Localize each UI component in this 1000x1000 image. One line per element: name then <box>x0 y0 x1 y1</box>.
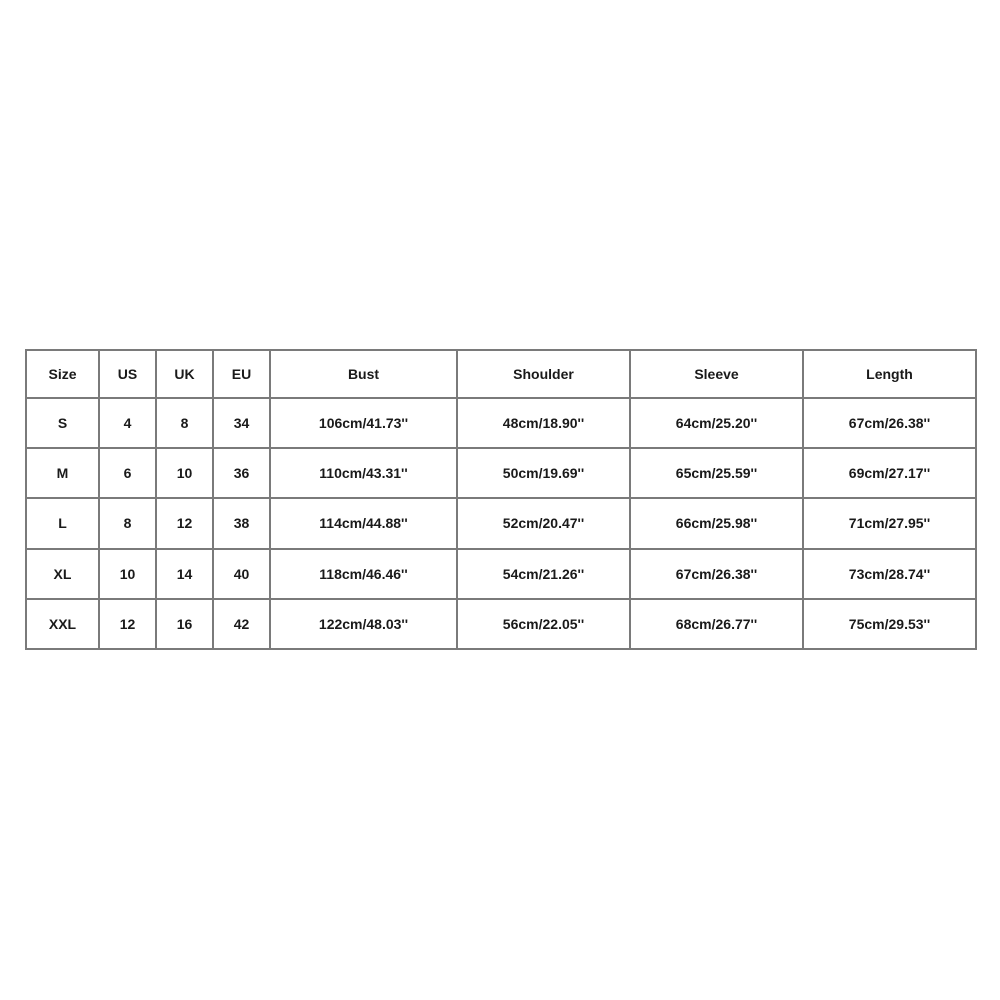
cell-eu: 40 <box>213 549 270 599</box>
table-row <box>26 448 976 498</box>
cell-sleeve: 65cm/25.59'' <box>630 448 803 498</box>
cell-shoulder: 54cm/21.26'' <box>457 549 630 599</box>
table-row <box>26 398 976 448</box>
cell-bust: 118cm/46.46'' <box>270 549 457 599</box>
cell-size: XL <box>26 549 99 599</box>
cell-us: 4 <box>99 398 156 448</box>
cell-size: XXL <box>26 599 99 649</box>
cell-sleeve: 68cm/26.77'' <box>630 599 803 649</box>
cell-shoulder: 48cm/18.90'' <box>457 398 630 448</box>
cell-us: 12 <box>99 599 156 649</box>
cell-length: 69cm/27.17'' <box>803 448 976 498</box>
cell-eu: 38 <box>213 498 270 548</box>
cell-bust: 106cm/41.73'' <box>270 398 457 448</box>
cell-eu: 42 <box>213 599 270 649</box>
cell-uk: 10 <box>156 448 213 498</box>
cell-length: 75cm/29.53'' <box>803 599 976 649</box>
header-eu: EU <box>213 350 270 398</box>
cell-size: M <box>26 448 99 498</box>
header-sleeve: Sleeve <box>630 350 803 398</box>
cell-uk: 14 <box>156 549 213 599</box>
cell-uk: 12 <box>156 498 213 548</box>
cell-us: 10 <box>99 549 156 599</box>
size-chart-table <box>25 349 977 650</box>
cell-bust: 110cm/43.31'' <box>270 448 457 498</box>
cell-length: 67cm/26.38'' <box>803 398 976 448</box>
cell-eu: 36 <box>213 448 270 498</box>
table-header-row <box>26 350 976 398</box>
cell-shoulder: 56cm/22.05'' <box>457 599 630 649</box>
cell-length: 73cm/28.74'' <box>803 549 976 599</box>
cell-eu: 34 <box>213 398 270 448</box>
cell-uk: 16 <box>156 599 213 649</box>
header-length: Length <box>803 350 976 398</box>
cell-size: S <box>26 398 99 448</box>
cell-shoulder: 52cm/20.47'' <box>457 498 630 548</box>
cell-uk: 8 <box>156 398 213 448</box>
cell-length: 71cm/27.95'' <box>803 498 976 548</box>
table-row <box>26 599 976 649</box>
table-row <box>26 549 976 599</box>
header-size: Size <box>26 350 99 398</box>
header-shoulder: Shoulder <box>457 350 630 398</box>
cell-sleeve: 66cm/25.98'' <box>630 498 803 548</box>
cell-bust: 114cm/44.88'' <box>270 498 457 548</box>
header-bust: Bust <box>270 350 457 398</box>
cell-us: 6 <box>99 448 156 498</box>
table-row <box>26 498 976 548</box>
header-uk: UK <box>156 350 213 398</box>
cell-size: L <box>26 498 99 548</box>
header-us: US <box>99 350 156 398</box>
cell-us: 8 <box>99 498 156 548</box>
cell-sleeve: 67cm/26.38'' <box>630 549 803 599</box>
cell-sleeve: 64cm/25.20'' <box>630 398 803 448</box>
cell-bust: 122cm/48.03'' <box>270 599 457 649</box>
cell-shoulder: 50cm/19.69'' <box>457 448 630 498</box>
